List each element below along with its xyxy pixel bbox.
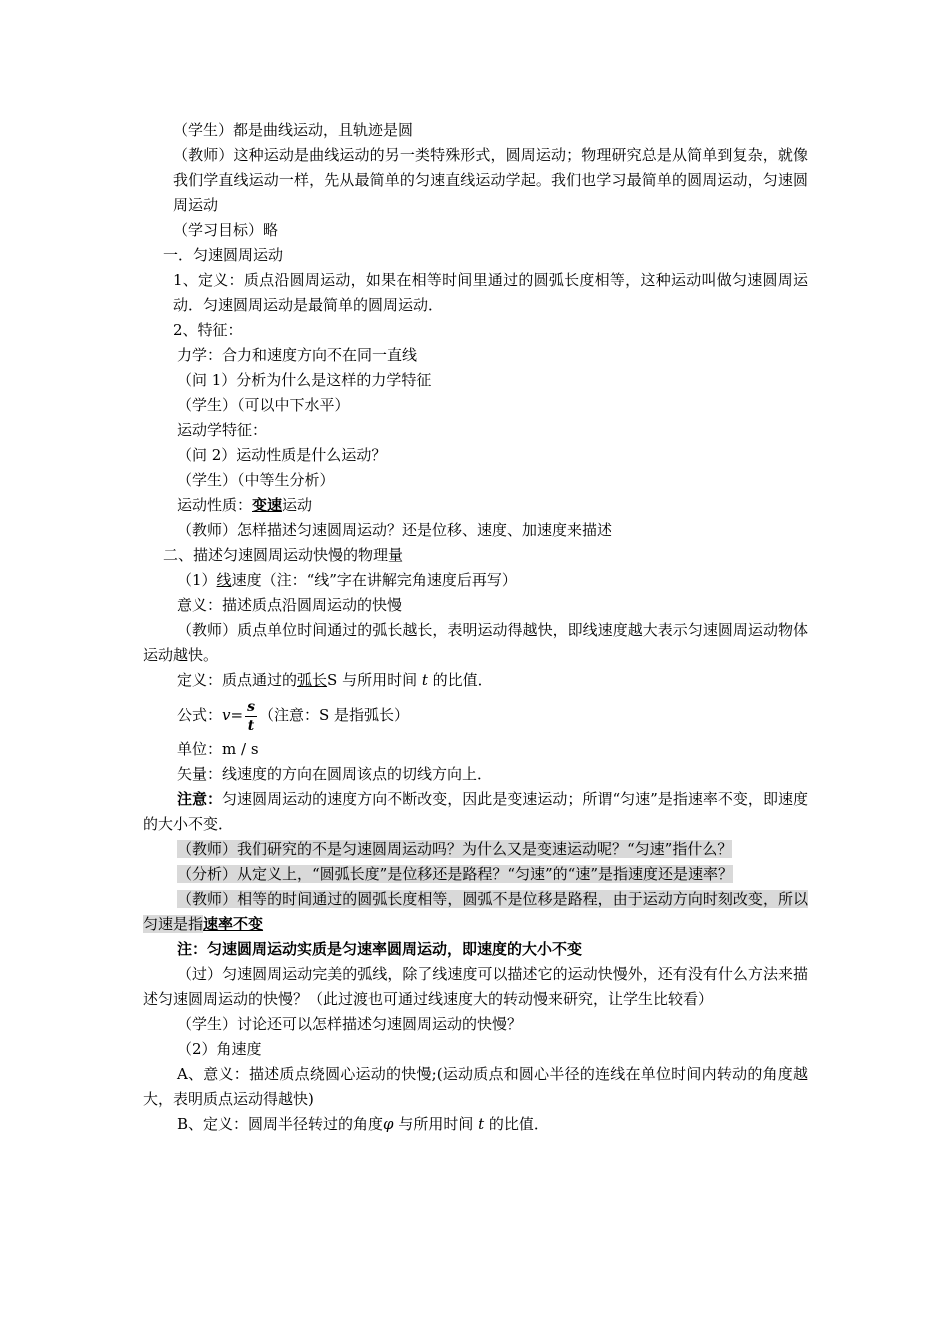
paragraph: 运动学特征： [177,421,268,439]
text: 运动性质： [177,496,253,514]
text: 的比值． [427,671,493,689]
underlined-text: 线 [216,571,232,589]
paragraph: （问 1）分析为什么是这样的力学特征 [177,371,432,389]
text: 公式： [177,706,223,724]
denominator: t [247,717,255,734]
paragraph-text: 1、定义：质点沿圆周运动，如果在相等时间里通过的圆弧长度相等，这种运动叫做匀速圆周运动．匀速圆周运动是最简单的圆周运动． [173,271,808,314]
text: S 与所用时间 [327,671,422,689]
paragraph: 单位：m / s [177,740,259,758]
highlighted-text: （教师）我们研究的不是匀速圆周运动吗？为什么又是变速运动呢？“匀速”指什么？ [177,840,733,858]
paragraph: 意义：描述质点沿圆周运动的快慢 [177,596,403,614]
paragraph [143,568,808,593]
paragraph [143,668,808,693]
text: 速度（注：“线”字在讲解完角速度后再写） [231,571,517,589]
paragraph-text: A、意义：描述质点绕圆心运动的快慢;(运动质点和圆心半径的连线在单位时间内转动的角度越大，表明质点运动得越快) [143,1065,808,1108]
text: 运动 [282,496,313,514]
paragraph [143,837,808,862]
text: B、定义：圆周半径转过的角度 [177,1115,384,1133]
variable: v [222,706,231,724]
highlighted-text: （分析）从定义上，“圆弧长度”是位移还是路程？“匀速”的“速”是指速度还是速率？ [177,865,734,883]
paragraph-text: （过）匀速圆周运动完美的弧线，除了线速度可以描述它的运动快慢外，还有没有什么方法来描述匀速圆周运动的快慢？（此过渡也可通过线速度大的转动慢来研究，让学生比较看） [143,965,808,1008]
document-body [143,118,808,1137]
text: 的比值． [484,1115,549,1133]
paragraph: 2、特征： [173,321,243,339]
text: 与所用时间 [393,1115,479,1133]
paragraph: 矢量：线速度的方向在圆周该点的切线方向上． [177,765,493,783]
formula-line [143,693,808,737]
paragraph [143,493,808,518]
emphasis: 变速 [252,496,283,514]
note-label: 注意： [177,790,223,808]
paragraph: （2）角速度 [177,1040,262,1058]
paragraph [143,887,808,937]
equals-sign: = [230,706,244,724]
paragraph [143,962,808,1012]
variable: t [478,1115,485,1133]
paragraph: （教师）怎样描述匀速圆周运动？还是位移、速度、加速度来描述 [177,521,613,539]
paragraph [143,787,808,837]
emphasis: 速率不变 [203,915,264,933]
paragraph: （学生）（可以中下水平） [177,396,350,414]
note: 注：匀速圆周运动实质是匀速率圆周运动，即速度的大小不变 [177,940,583,958]
variable: φ [383,1115,394,1133]
numerator: s [247,698,255,715]
section-heading: 二、描述匀速圆周运动快慢的物理量 [163,546,404,564]
paragraph-text: （教师）质点单位时间通过的弧长越长，表明运动得越快，即线速度越大表示匀速圆周运动物体运动越快。 [143,621,808,664]
paragraph [143,618,808,668]
paragraph: 力学：合力和速度方向不在同一直线 [177,346,418,364]
paragraph: （学生）讨论还可以怎样描述匀速圆周运动的快慢？ [177,1015,523,1033]
text: （1） [177,571,217,589]
paragraph: （学生）（中等生分析） [177,471,335,489]
paragraph-text: 匀速圆周运动的速度方向不断改变，因此是变速运动；所谓“匀速”是指速率不变，即速度的大小不变． [143,790,808,833]
paragraph: （问 2）运动性质是什么运动？ [177,446,387,464]
paragraph [143,143,808,218]
paragraph [143,862,808,887]
paragraph: （学习目标）略 [173,221,279,239]
underlined-text: 弧长 [297,671,328,689]
paragraph: （学生）都是曲线运动，且轨迹是圆 [173,121,414,139]
paragraph [143,1112,808,1137]
paragraph-text: （教师）这种运动是曲线运动的另一类特殊形式，圆周运动；物理研究总是从简单到复杂，就像我们学直线运动一样，先从最简单的匀速直线运动学起。我们也学习最简单的圆周运动，匀速圆周运动 [173,146,808,214]
fraction [245,698,257,735]
section-heading: 一．匀速圆周运动 [163,246,284,264]
text: （注意：S 是指弧长） [258,706,410,724]
paragraph [143,1062,808,1112]
paragraph [143,268,808,318]
variable: t [421,671,428,689]
text: 定义：质点通过的 [177,671,298,689]
highlighted-text: （教师）相等的时间通过的圆弧长度相等，圆弧不是位移是路程，由于运动方向时刻改变，所以匀速是指 [143,890,808,933]
